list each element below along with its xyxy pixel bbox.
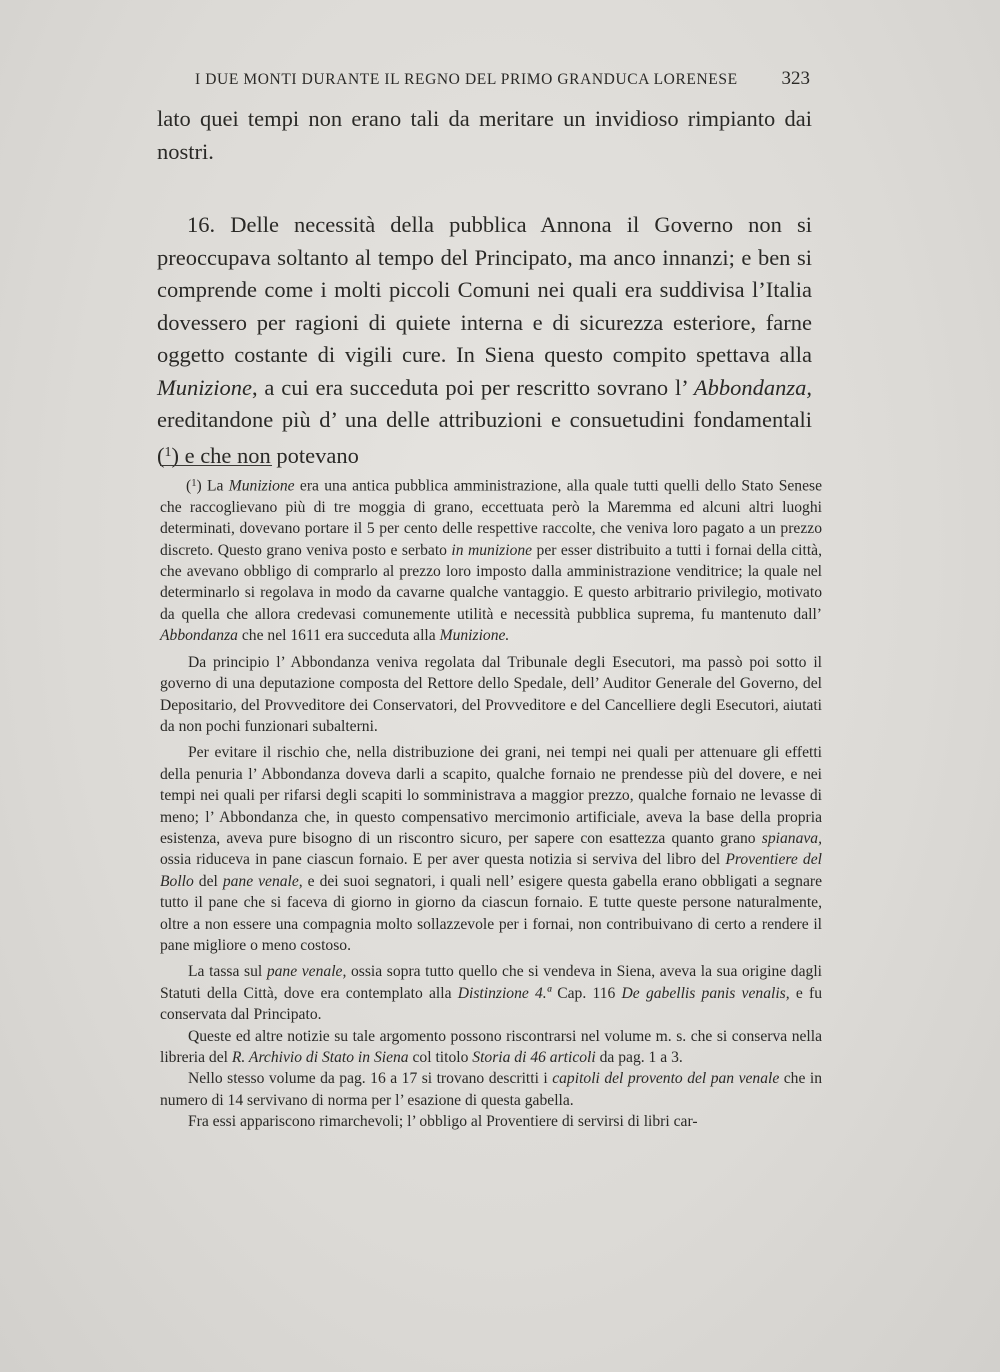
paragraph-16: 16. Delle necessità della pubblica Annona il Governo non si preoccupava soltanto al tempo del Principato, ma anco innanzi; e ben si comprende come i molti piccoli Comuni nei quali era suddivisa l’Italia dovessero per ragioni di quiete interna e di sicurezza esteriore, farne oggetto costante di vigili cure. In Siena questo compito spettava alla Munizione, a cui era succeduta poi per rescritto sovrano l’ Abbondanza, ereditandone più d’ una delle attribuzioni e consuetudini fondamentali ($^1$) e che non potevano <box>157 212 812 468</box>
footnote-paragraph-5: Queste ed altre notizie su tale argomento possono riscontrarsi nel volume m. s. che si conserva nella libreria del R. Archivio di Stato in Siena col titolo Storia di 46 articoli da pag. 1 a 3. <box>160 1027 822 1067</box>
footnote-1: ($^1$) La Munizione era una antica pubblica amministrazione, alla quale tutti quelli dello Stato Senese che raccoglievano più di tre moggia di grano, eccettuata però la Maremma ed alcuni altri luoghi determinati, dovevano portare il 5 per cento delle respettive raccolte, che veniva loro pagato a un prezzo discreto. Questo grano veniva posto e serbato in munizione per esser distribuito a tutti i fornai della città, che avevano obbligo di comprarlo al prezzo loro imposto dalla amministrazione venditrice; la quale nel determinarlo si regolava in modo da cavarne qualche vantaggio. E questo arbitrario privilegio, motivato da quella che allora credevasi comunemente utilità e necessità pubblica suprema, fu mantenuto dall’ Abbondanza che nel 1611 era succeduta alla Munizione. <box>160 477 822 645</box>
footnote-mark: 1 <box>191 478 197 489</box>
footnote-separator <box>160 465 272 466</box>
running-title: I DUE MONTI DURANTE IL REGNO DEL PRIMO GRANDUCA LORENESE <box>195 71 738 88</box>
footnote-reference: 1 <box>164 444 172 460</box>
main-text <box>157 103 812 472</box>
footnote-paragraph-2: Da principio l’ Abbondanza veniva regolata dal Tribunale degli Esecutori, ma passò poi sotto il governo di una deputazione composta del Rettore dello Spedale, dell’ Auditor Generale del Governo, del Depositario, del Provveditore dei Conservatori, del Provveditore e del Cancelliere degli Esecutori, aiutati da non pochi funzionari subalterni. <box>160 653 822 735</box>
footnote-paragraph-3: Per evitare il rischio che, nella distribuzione dei grani, nei tempi nei quali per attenuare gli effetti della penuria l’ Abbondanza doveva darli a scapito, qualche fornaio ne prendesse più del dovere, e nei tempi nei quali per rifarsi degli scapiti lo somministrava a maggior prezzo, qualche fornaio ne levasse di meno; l’ Abbondanza che, in questo compensativo mercimonio artificiale, aveva la base della propria esistenza, aveva pure bisogno di un riscontro sicuro, per sapere con esattezza quanto grano spianava, ossia riduceva in pane ciascun fornaio. E per aver questa notizia si serviva del libro del Proventiere del Bollo del pane venale, e dei suoi segnatori, i quali nell’ esigere questa gabella erano obbligati a segnare tutto il pane che si faceva di giorno in giorno da ciascun fornaio. E tutte queste persone naturalmente, oltre a non essere una compagnia molto sollazzevole per i fornai, non contribuivano di certo a rendere il pane migliore o meno costoso. <box>160 744 822 954</box>
footnote-paragraph-4: La tassa sul pane venale, ossia sopra tutto quello che si vendeva in Siena, aveva la sua origine dagli Statuti della Città, dove era contemplato alla Distinzione 4.ª Cap. 116 De gabellis panis venalis, e fu conservata dal Principato. <box>160 963 822 1024</box>
footnotes <box>160 473 822 1133</box>
paragraph-continuation: lato quei tempi non erano tali da meritare un invidioso rimpianto dai nostri. <box>157 106 812 164</box>
footnote-paragraph-7: Fra essi appariscono rimarchevoli; l’ obbligo al Proventiere di servirsi di libri car- <box>188 1113 698 1131</box>
running-head <box>195 68 810 90</box>
page-number: 323 <box>781 68 810 89</box>
footnote-paragraph-6: Nello stesso volume da pag. 16 a 17 si trovano descritti i capitoli del provento del pan venale che in numero di 14 servivano di norma per l’ esazione di questa gabella. <box>160 1070 822 1109</box>
